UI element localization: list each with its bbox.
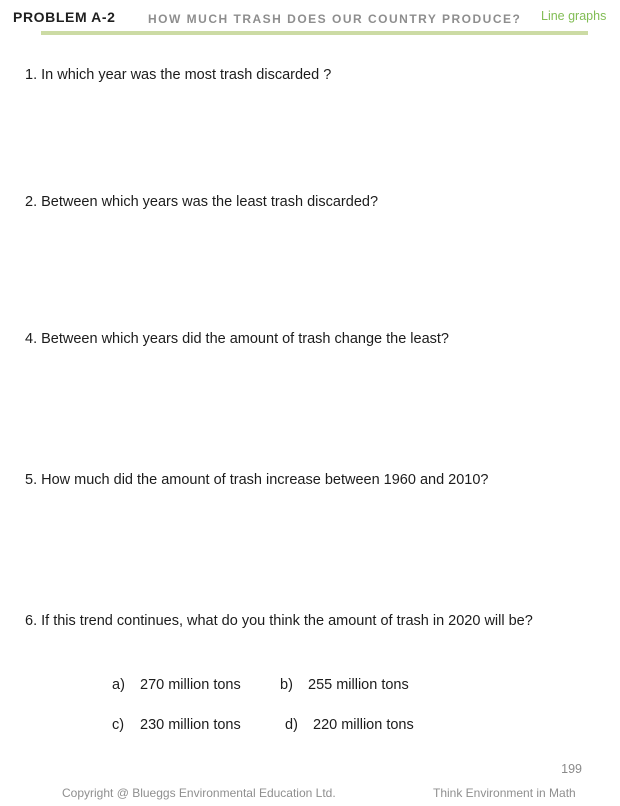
- choice-a: [112, 677, 241, 693]
- choice-c-text: 230 million tons: [140, 717, 241, 733]
- topic-tag: Line graphs: [541, 9, 607, 23]
- choice-b-label: b): [280, 677, 293, 693]
- choice-c: [112, 717, 241, 733]
- question-1: 1. In which year was the most trash discarded ?: [25, 67, 332, 83]
- worksheet-title: HOW MUCH TRASH DOES OUR COUNTRY PRODUCE?: [148, 12, 522, 26]
- copyright-text: Copyright @ Blueggs Environmental Education Ltd.: [62, 786, 336, 800]
- brand-text: Think Environment in Math: [433, 786, 576, 800]
- choice-d-label: d): [285, 717, 298, 733]
- choice-c-label: c): [112, 717, 125, 733]
- question-2: 2. Between which years was the least trash discarded?: [25, 194, 379, 210]
- header-divider: [41, 31, 588, 35]
- question-5: 5. How much did the amount of trash increase between 1960 and 2010?: [25, 472, 489, 488]
- question-6: 6. If this trend continues, what do you think the amount of trash in 2020 will be?: [25, 613, 533, 629]
- problem-label: PROBLEM A-2: [13, 9, 116, 25]
- choice-d-text: 220 million tons: [313, 717, 414, 733]
- choice-d: [285, 717, 414, 733]
- choice-b-text: 255 million tons: [308, 677, 409, 693]
- choice-b: [280, 677, 409, 693]
- page-number: 199: [561, 762, 582, 776]
- choice-a-label: a): [112, 677, 125, 693]
- choice-a-text: 270 million tons: [140, 677, 241, 693]
- question-4: 4. Between which years did the amount of trash change the least?: [25, 331, 449, 347]
